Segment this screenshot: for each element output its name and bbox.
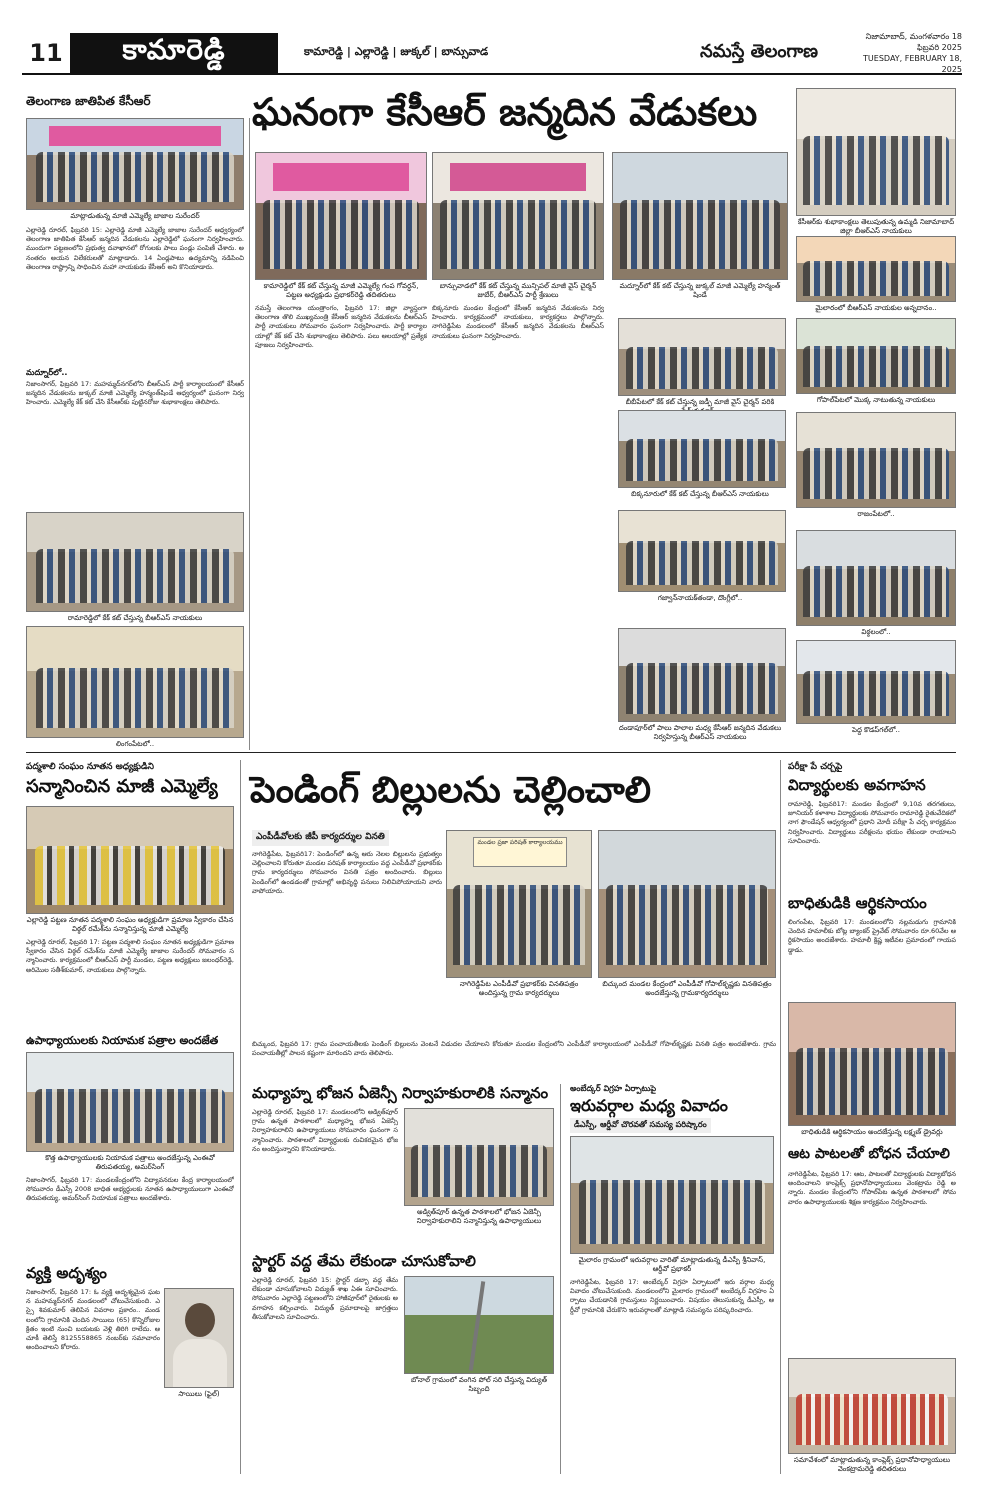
story-headline: సన్మానించిన మాజీ ఎమ్మెల్యే [26, 776, 218, 797]
story-headline: స్టార్టర్ వద్ద తేమ లేకుండా చూసుకోవాలి [252, 1252, 476, 1270]
story-headline: ఉపాధ్యాయులకు నియామక పత్రాల అందజేత [26, 1034, 219, 1047]
caption: బోనాల్ గ్రామంలో వంగిన పోల్ సరి చేస్తున్న విద్యుత్ సిబ్బంది [410, 1376, 548, 1393]
section-name: కామారెడ్డి [70, 33, 278, 73]
story-kicker: పద్మశాలి సంఘం నూతన అధ్యక్షుడిని [26, 762, 154, 772]
article-body: రామారెడ్డి, ఫిబ్రవరి17: మండల కేంద్రంలో 9,10వ తరగతులు, జూనియర్ కళాశాల విద్యార్థులకు సోమవారం రామారెడ్డి రైతువేదికలో నాగ ఫౌండేషన్ ఆధ్వర్యంలో ప్రధాని మోదీ పరీక్షా పే చర్చ కార్యక్రమం నిర్వహించారు. విద్యార్థులు పరీక్షలను భయం లేకుండా రాయాలని సూచించారు. [788, 800, 956, 845]
photo-missing-person [164, 1288, 234, 1388]
caption: బాన్సువాడలో కేక్ కట్ చేస్తున్న మున్సిపల్ మాజీ వైస్ చైర్మన్ జుబేర్, బీఆర్ఎస్ పార్టీ శ్రేణులు [439, 282, 597, 299]
article-body: నాగిరెడ్డిపేట, ఫిబ్రవరి 17: ఆట, పాటలతో విద్యార్థులకు విద్యాబోధన అందించాలని కాంప్లెక్స్ ప్రధానోపాధ్యాయులు వెంకట్రామ రెడ్డి అన్నారు. మండల కేంద్రంలోని గోపాల్‌పేట ఉన్నత పాఠశాలలో సోమవారం ఉపాధ్యాయులకు శిక్షణ కార్యక్రమం నిర్వహించారు. [788, 1170, 956, 1206]
photo-mailaram [796, 236, 956, 302]
subhead: మద్నూర్‌లో.. [26, 368, 68, 377]
photo-jajala-surender [26, 118, 244, 210]
article-body: నిజాంసాగర్, ఫిబ్రవరి 17: మండలకేంద్రంలోని విద్యావనరుల కేంద్ర కార్యాలయంలో సోమవారం డీఎస్సీ 2008 బాధిత అభ్యర్థులకు నూతన ఉపాధ్యాయులుగా ఎంఈవో తిరుపతయ్య, అమర్‌సింగ్ నియామక పత్రాలు అందజేశారు. [26, 1176, 234, 1203]
article-body: లింగంపేట, ఫిబ్రవరి 17: మండలంలోని నల్లమడుగు గ్రామానికి చెందిన హమాలీకు బోట్ల బ్యాంకర్ ప్రైవేట్ సోమవారం రూ.60వేల ఆర్థికసాయం అందజేశారు. హమాలీ క్రిష్ణ ఇటీవల ప్రమాదంలో గాయపడ్డాడు. [788, 918, 956, 954]
article-body: నాగిరెడ్డిపేట, ఫిబ్రవరి17: పెండింగ్‌లో ఉన్న ఆరు నెలల బిల్లులను ప్రభుత్వం చెల్లించాలని కోరుతూ మండల పరిషత్ కార్యాలయం వద్ద ఎంపీడీవో ప్రభాకర్‌కు గ్రామ కార్యదర్శులు సోమవారం వినతి పత్రం అందించారు. బిల్లులు పెండింగ్‌లో ఉండడంతో గ్రామాల్లో అభివృద్ధి పనులు నిలిచిపోయాయని వారు వాపోయారు. [252, 850, 442, 895]
column-rule [780, 760, 781, 1474]
article-body: నిజాంసాగర్, ఫిబ్రవరి 17: ఓ వ్యక్తి అదృశ్యమైన ఘటన మహమ్మద్‌నగర్ మండలంలో చోటుచేసుకుంది. ఎస్సై శివకుమార్ తెలిపిన వివరాల ప్రకారం.. మండలంలోని గ్రామానికి చెందిన సాయిలు (65) కొన్నిరోజుల క్రితం ఇంటి నుంచి బయటకు వెళ్లి తిరిగి రాలేదు. ఆచూకీ తెలిస్తే 8125558865 నంబర్‌కు సమాచారం అందించాలని కోరారు. [26, 1288, 160, 1352]
article-body: ఎల్లారెడ్డి రూరల్, ఫిబ్రవరి 15: ఎల్లారెడ్డి మాజీ ఎమ్మెల్యే జాజాల సురేందర్ ఆధ్వర్యంలో తెలంగాణ జాతిపిత కేసీఆర్ జన్మదిన వేడుకలను ఎల్లారెడ్డిలో ఘనంగా నిర్వహించారు. ముందుగా పట్టణంలోని ప్రభుత్వ దవాఖానలో రోగులకు పాలు పండ్లు పంపిణీ చేశారు. అనంతరం అయన విలేకరులతో మాట్లాడారు. 14 ఏండ్లపాటు ఉద్యమాన్ని నడిపించి తెలంగాణ రాష్ట్రాన్ని సాధించిన మహా నాయకుడు కేసీఆర్ అని కొనియాడారు. [26, 226, 244, 271]
caption: రామారెడ్డిలో కేక్ కట్ చేస్తున్న బీఆర్ఎస్ నాయకులు [67, 614, 203, 622]
article-body: నాగిరెడ్డిపేట, ఫిబ్రవరి 17: అంబేద్కర్ విగ్రహ ఏర్పాటులో ఇరు వర్గాల మధ్య వివాదం చోటుచేసుకుంది. మండలంలోని మైలారం గ్రామంలో అంబేద్కర్ విగ్రహం ఏర్పాటు చేయడానికి గ్రామస్తులు నిర్ణయించారు. విషయం తెలుసుకున్న డీఎస్పీ, ఆర్డీవో గ్రామానికి చేరుకొని ఇరువర్గాలతో మాట్లాడి సమస్యను పరిష్కరించారు. [570, 1278, 774, 1314]
story-kicker: పరీక్షా పే చర్చపై [788, 762, 843, 772]
caption: విఠ్ఠలంలో.. [861, 628, 891, 636]
newspaper-brand: నమస్తే తెలంగాణ [700, 40, 818, 62]
photo-nagireddipet-mpdo [446, 830, 592, 978]
article-body: బిచ్కుంద, ఫిబ్రవరి 17: గ్రామ పంచాయతీలకు పెండింగ్ బిల్లులను వెంటనే విడుదల చేయాలని కోరుతూ మండల కేంద్రంలోని ఎంపీడీవో కార్యాలయంలో ఎంపీడీవో గోపాల్‌కృష్ణకు వినతి పత్రం అందజేశారు. గ్రామ పంచాయతీల్లో పాలన కష్టంగా మారిందని వారు తెలిపారు. [252, 1040, 776, 1058]
photo-gopalpet [796, 318, 956, 394]
story-tag: డీఎస్పీ, ఆర్డీవో చొరవతో సమస్య పరిష్కారం [570, 1118, 711, 1133]
photo-bichkunda-mpdo [598, 830, 776, 978]
caption: సమావేశంలో మాట్లాడుతున్న కాంప్లెక్స్ ప్రధానోపాధ్యాయులు వెంకట్రామరెడ్డి తదితరులు [793, 1456, 951, 1473]
photo-electric-pole [404, 1276, 554, 1374]
photo-rajampet [796, 412, 956, 508]
caption: సాయిలు (ఫైల్) [178, 1390, 220, 1398]
caption: రాజంపేటలో.. [857, 510, 895, 518]
caption: మాట్లాడుతున్న మాజీ ఎమ్మెల్యే జాజాల సురేందర్ [70, 212, 200, 220]
photo-midday-meal [404, 1108, 554, 1206]
caption: నాగిరెడ్డిపేట ఎంపీడీవో ప్రభాకర్‌కు వినతిపత్రం అందిస్తున్న గ్రామ కార్యదర్శులు [459, 980, 579, 997]
page-number: 11 [29, 39, 63, 67]
caption: దండాపూర్‌లో పాలు పాలాల మధ్య కేసీఆర్ జన్మదిన వేడుకలు నిర్వహిస్తున్న బీఆర్ఎస్ నాయకులు [618, 724, 782, 741]
caption: పెద్ద కొడప్‌గల్‌లో.. [852, 726, 900, 734]
photo-teacher-training [788, 1358, 956, 1454]
date-english: TUESDAY, FEBRUARY 18, 2025 [863, 54, 962, 74]
photo-banswada-cake [432, 152, 604, 280]
caption: కేసీఆర్‌కు శుభాకాంక్షలు తెలుపుతున్న ఉమ్మడి నిజామాబాద్ జిల్లా బీఆర్ఎస్ నాయకులు [797, 218, 955, 235]
caption: ఎల్లారెడ్డి పట్టణ నూతన పద్మశాలి సంఘం అధ్యక్షుడిగా ప్రమాణ స్వీకారం చేసిన విఠ్ఠల్ రమేశ్‌ను సన్మానిస్తున్న మాజీ ఎమ్మెల్యే [26, 916, 234, 933]
caption: కామారెడ్డిలో కేక్ కట్ చేస్తున్న మాజీ ఎమ్మెల్యే గంప గోవర్ధన్, పట్టణ అధ్యక్షుడు ప్రభాకర్‌రెడ్డి తదితరులు [263, 282, 419, 299]
kcr-kicker: తెలంగాణ జాతిపిత కేసీఆర్ [26, 94, 151, 108]
photo-kcr-wishes [796, 88, 956, 216]
photo-teacher-appointments [26, 1052, 234, 1152]
photo-lingampet [26, 626, 244, 738]
caption: మైలారంలో బీఆర్ఎస్ నాయకుల అన్నదానం.. [815, 304, 937, 312]
photo-ramareddy [26, 512, 244, 612]
story-kicker: అంబేద్కర్ విగ్రహ ఏర్పాటుపై [570, 1084, 657, 1093]
masthead [22, 33, 962, 75]
article-body: ఎల్లారెడ్డి రూరల్, ఫిబ్రవరి 15: స్టార్టర్ డబ్బా వద్ద తేమ లేకుండా చూసుకోవాలని విద్యుత్ శాఖ ఏఈ సూచించారు. సోమవారం ఎల్లారెడ్డి పట్టణంలోని హాజీపూర్‌లో రైతులకు అవగాహన కల్పించారు. విద్యుత్ ప్రమాదాలపై జాగ్రత్తలు తీసుకోవాలని సూచించారు. [252, 1276, 398, 1321]
story-headline: విద్యార్థులకు అవగాహన [788, 776, 926, 794]
story-headline: ఇరువర్గాల మధ్య వివాదం [570, 1096, 728, 1115]
caption: బాధితుడికి ఆర్థికసాయం అందజేస్తున్న లక్ష్మణ్ డ్రైవర్లు [801, 1128, 943, 1136]
caption: కొత్త ఉపాధ్యాయులకు నియామక పత్రాలు అందజేస్తున్న ఎంఈవో తిరుపతయ్య, అమర్‌సింగ్ [45, 1154, 215, 1171]
district-list: కామారెడ్డి | ఎల్లారెడ్డి | జుక్కల్ | బాన్సువాడ [304, 45, 489, 58]
caption: బిచ్కుంద మండల కేంద్రంలో ఎంపీడీవో గోపాల్‌కృష్ణకు వినతిపత్రం అందజేస్తున్న గ్రామకార్యదర్శులు [602, 980, 772, 997]
caption: లింగంపేటలో.. [115, 740, 155, 748]
story-headline: ఆట పాటలతో బోధన చేయాలి [788, 1146, 950, 1162]
photo-ambedkar-dispute [570, 1136, 774, 1254]
caption: గజ్వాన్‌నాయక్‌తండా, దొంగ్లీలో.. [657, 594, 743, 602]
column-rule [249, 118, 250, 750]
caption: మద్నూర్‌లో కేక్ కట్ చేస్తున్న జుక్కల్ మాజీ ఎమ్మెల్యే హన్మంత్ షిండే [619, 282, 781, 299]
office-sign: మండల ప్రజా పరిషత్ కార్యాలయము [473, 837, 567, 867]
story-headline: వ్యక్తి అదృశ్యం [26, 1264, 107, 1282]
photo-vittalam [796, 530, 956, 626]
story-tag: ఎంపీడీవోలకు జీపీ కార్యదర్శుల వినతి [252, 830, 389, 846]
article-body: బిక్కనూరు మండల కేంద్రంలో కేసీఆర్ జన్మదిన వేడుకలను నిర్వహించారు. కార్యక్రమంలో నాయకులు, కార్యకర్తలు పాల్గొన్నారు. నాగిరెడ్డిపేట మండలంలో కేసీఆర్ జన్మదిన వేడుకలను బీఆర్ఎస్ నాయకులు ఘనంగా నిర్వహించారు. [432, 304, 604, 340]
article-body: నమస్తే తెలంగాణ యంత్రాంగం, ఫిబ్రవరి 17: జిల్లా వ్యాప్తంగా తెలంగాణ తొలి ముఖ్యమంత్రి కేసీఆర్ జన్మదిన వేడుకలను బీఆర్ఎస్ పార్టీ నాయకులు సోమవారం ఘనంగా నిర్వహించారు. పార్టీ కార్యాలయాల్లో కేక్ కట్ చేసి శుభాకాంక్షలు తెలిపారు. పలు ఆలయాల్లో ప్రత్యేక పూజలు నిర్వహించారు. [255, 304, 427, 349]
photo-bibipet [618, 318, 786, 396]
article-body: నిజాంసాగర్, ఫిబ్రవరి 17: మహమ్మద్‌నగర్‌లోని బీఆర్ఎస్ పార్టీ కార్యాలయంలో కేసీఆర్ జన్మదిన వేడుకలను జుక్కల్ మాజీ ఎమ్మెల్యే హన్మంత్‌షిండే ఆధ్వర్యంలో ఘనంగా నిర్వహించారు. ఎమ్మెల్యే కేక్ కట్ చేసి కేసీఆర్‌కు పుట్టినరోజు శుభాకాంక్షలు తెలిపారు. [26, 380, 244, 407]
caption: బీబీపేటలో కేక్ కట్ చేస్తున్న జడ్పీ మాజీ వైస్ చైర్మన్ పరికి [625, 398, 775, 406]
date-telugu: నిజామాబాద్, మంగళవారం 18 ఫిబ్రవరి 2025 [865, 32, 962, 52]
photo-madnoor [612, 152, 788, 280]
article-body: ఎల్లారెడ్డి రూరల్, ఫిబ్రవరి 17: మండలంలోని అడ్విత్‌పూర్ గ్రామ ఉన్నత పాఠశాలలో మధ్యాహ్న భోజన ఏజెన్సీ నిర్వాహకురాలిని ఉపాధ్యాయులు సోమవారం ఘనంగా సన్మానించారు. పాఠశాలలో విద్యార్థులకు రుచికరమైన భోజనం అందిస్తున్నారని కొనియాడారు. [252, 1108, 398, 1153]
caption: అడ్విత్‌పూర్ ఉన్నత పాఠశాలలో భోజన ఏజెన్సీ నిర్వాహకురాలిని సన్మానిస్తున్న ఉపాధ్యాయులు [416, 1208, 542, 1225]
photo-financial-aid [788, 1002, 956, 1126]
photo-gajwan-tanda [618, 510, 786, 592]
photo-pedda-kodapgal [796, 640, 956, 724]
column-rule [240, 760, 241, 1474]
main-headline: ఘనంగా కేసీఆర్ జన్మదిన వేడుకలు [252, 90, 758, 134]
caption: గోపాల్‌పేటలో మొక్క నాటుతున్న నాయకులు [816, 396, 936, 404]
column-rule [560, 1084, 561, 1474]
dateline [844, 33, 962, 73]
photo-kamareddy-cake [255, 152, 427, 280]
section-divider [26, 752, 956, 753]
photo-padmashali [26, 806, 234, 914]
caption: బిక్కనూరులో కేక్ కట్ చేస్తున్న బీఆర్ఎస్ నాయకులు [631, 490, 769, 498]
caption: మైలారం గ్రామంలో ఇరువర్గాల వారితో మాట్లాడుతున్న డీఎస్పీ శ్రీనివాస్, ఆర్డీవో ప్రభాకర్ [578, 1256, 766, 1273]
story-headline: మధ్యాహ్న భోజన ఏజెన్సీ నిర్వాహకురాలికి సన్మానం [252, 1084, 549, 1102]
pending-bills-headline: పెండింగ్ బిల్లులను చెల్లించాలి [250, 770, 652, 811]
article-body: ఎల్లారెడ్డి రూరల్, ఫిబ్రవరి 17: పట్టణ పద్మశాలి సంఘం నూతన అధ్యక్షుడిగా ప్రమాణ స్వీకారం చేసిన విఠ్ఠల్ రమేశ్‌ను మాజీ ఎమ్మెల్యే జాజాల సురేందర్ సోమవారం సన్మానించారు. కార్యక్రమంలో బీఆర్ఎస్ పార్టీ మండల, పట్టణ అధ్యక్షులు జలంధర్‌రెడ్డి, అరిమొల సతీశ్‌కుమార్, నాయకులు పాల్గొన్నారు. [26, 938, 234, 974]
story-headline: బాధితుడికి ఆర్థికసాయం [788, 894, 927, 912]
photo-bikkanoor [618, 410, 786, 488]
photo-dandapur [618, 628, 786, 722]
